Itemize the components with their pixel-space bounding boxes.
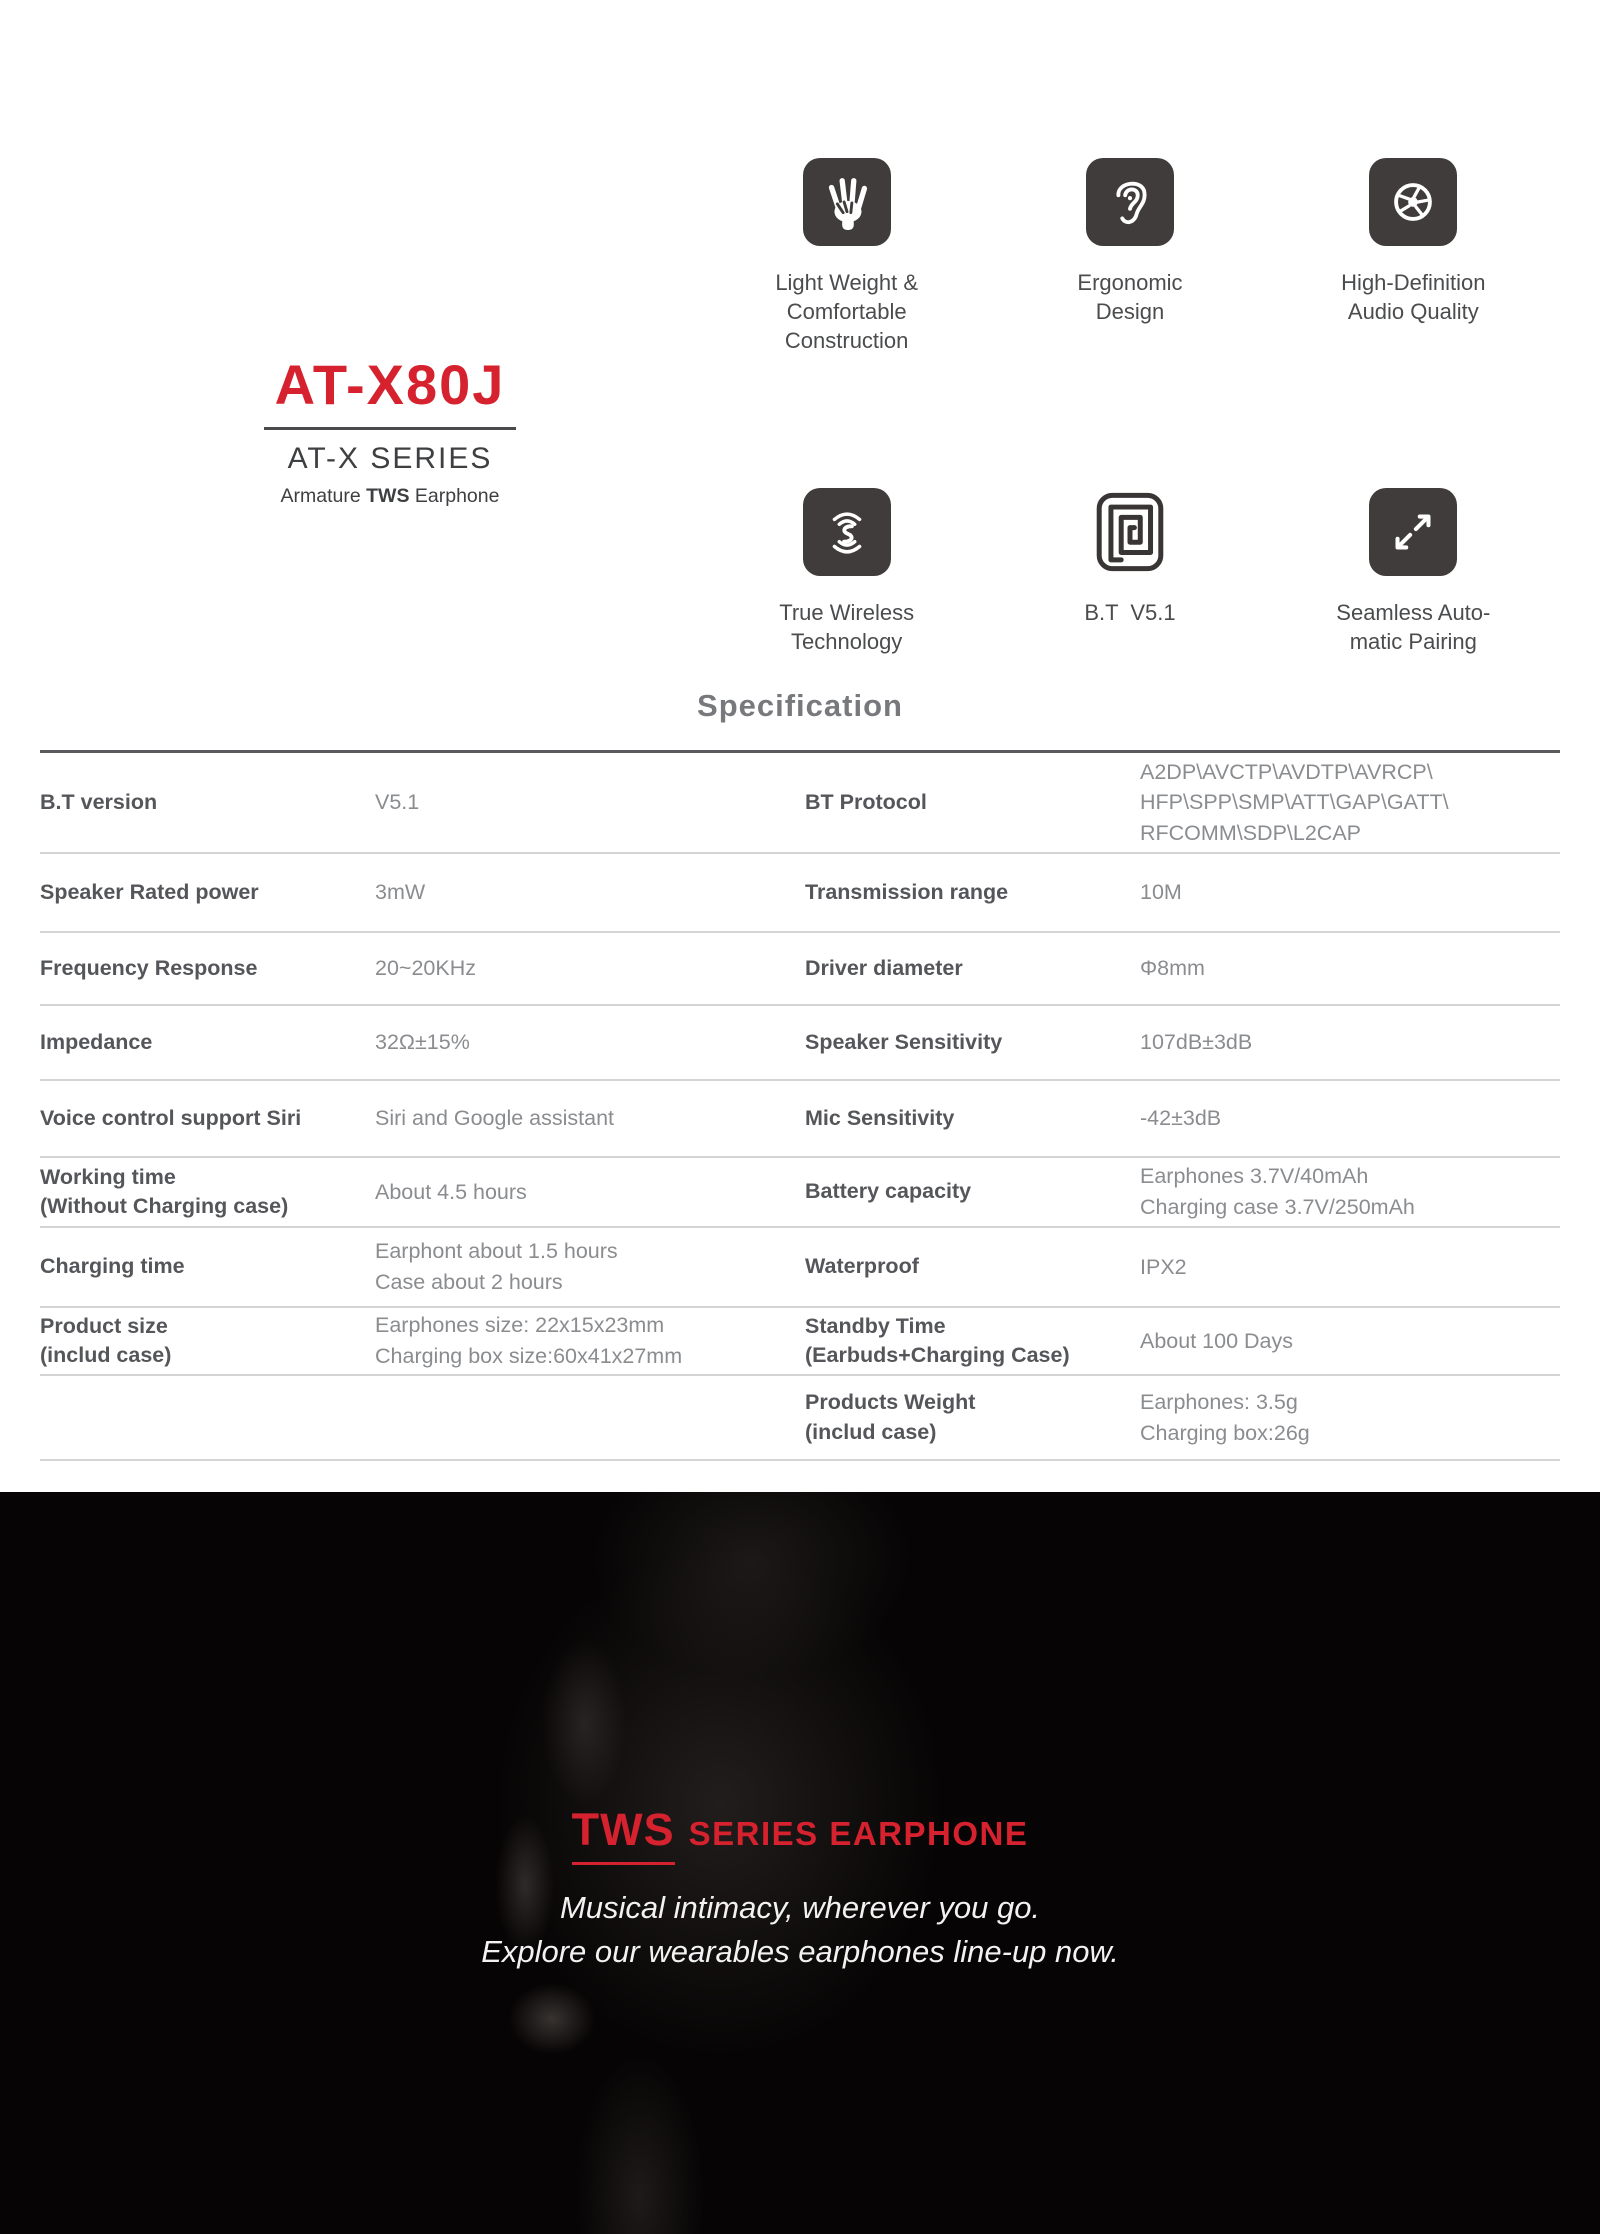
subtitle-suffix: Earphone <box>409 485 500 507</box>
feature-lightweight <box>705 158 988 488</box>
spec-value: About 100 Days <box>1140 1328 1293 1353</box>
table-row <box>40 1158 1560 1228</box>
spec-label: Voice control support Siri <box>40 1105 302 1130</box>
table-row <box>40 1376 1560 1461</box>
feature-ergonomic <box>988 158 1271 488</box>
spec-label: Transmission range <box>805 879 1009 904</box>
spec-value: A2DP\AVCTP\AVDTP\AVRCP\ HFP\SPP\SMP\ATT\GAP\GATT\ RFCOMM\SDP\L2CAP <box>1140 759 1449 845</box>
wireless-signal-icon <box>803 488 891 576</box>
spec-value: 20~20KHz <box>375 956 477 981</box>
feature-label: Ergonomic Design <box>1077 270 1183 325</box>
feature-label: Seamless Auto- matic Pairing <box>1336 600 1491 655</box>
specification-heading: Specification <box>697 688 903 723</box>
spec-label: Speaker Rated power <box>40 879 259 904</box>
spec-value: Earphont about 1.5 hours Case about 2 hours <box>375 1239 618 1294</box>
spec-label: Standby Time (Earbuds+Charging Case) <box>805 1313 1070 1367</box>
spec-value: -42±3dB <box>1140 1106 1222 1131</box>
feature-label: High-Definition Audio Quality <box>1341 270 1486 325</box>
spec-value: 32Ω±15% <box>375 1030 470 1055</box>
subtitle-prefix: Armature <box>280 485 367 507</box>
pairing-arrows-icon <box>1369 488 1457 576</box>
hero-text-block <box>0 1804 1600 1974</box>
feature-label: B.T V5.1 <box>1084 600 1176 625</box>
feature-hd-audio <box>1272 158 1555 488</box>
table-row <box>40 1006 1560 1081</box>
title-divider <box>264 427 516 430</box>
brand-block <box>215 352 565 508</box>
spec-label: Working time (Without Charging case) <box>40 1164 289 1218</box>
hero-title-rest: SERIES EARPHONE <box>688 1815 1029 1852</box>
spec-label: Product size (includ case) <box>40 1313 172 1367</box>
table-row <box>40 1308 1560 1376</box>
feature-grid <box>705 158 1555 656</box>
ear-icon <box>1086 158 1174 246</box>
subtitle-bold: TWS <box>366 485 410 507</box>
spec-label: Impedance <box>40 1029 153 1054</box>
spec-value: Earphones 3.7V/40mAh Charging case 3.7V/250mAh <box>1140 1164 1415 1219</box>
feature-true-wireless <box>705 488 988 656</box>
table-row <box>40 1081 1560 1158</box>
product-model-title: AT-X80J <box>274 353 506 416</box>
feature-label: Light Weight & Comfortable Construction <box>775 270 918 354</box>
hero-tagline <box>0 1886 1600 1974</box>
spec-value: V5.1 <box>375 790 420 815</box>
spec-value: 107dB±3dB <box>1140 1030 1253 1055</box>
spec-label: BT Protocol <box>805 789 927 814</box>
hand-icon <box>803 158 891 246</box>
spec-value: IPX2 <box>1140 1254 1187 1279</box>
feature-label: True Wireless Technology <box>779 600 915 655</box>
speaker-driver-icon <box>1369 158 1457 246</box>
nfc-spiral-icon <box>1086 488 1174 576</box>
tagline-line-2: Explore our wearables earphones line-up now. <box>481 1934 1119 1970</box>
spec-value: Φ8mm <box>1140 956 1205 981</box>
hero-title-highlight: TWS <box>572 1804 675 1865</box>
spec-label: Charging time <box>40 1254 185 1279</box>
spec-value: Earphones: 3.5g Charging box:26g <box>1140 1389 1310 1445</box>
product-subtitle <box>215 485 565 508</box>
spec-value: Earphones size: 22x15x23mm Charging box size:60x41x27mm <box>375 1313 683 1368</box>
feature-bt-version <box>988 488 1271 656</box>
product-series: AT-X SERIES <box>287 442 493 475</box>
spec-label: Frequency Response <box>40 955 258 980</box>
spec-label: Driver diameter <box>805 955 963 980</box>
spec-value: About 4.5 hours <box>375 1179 527 1204</box>
tagline-line-1: Musical intimacy, wherever you go. <box>559 1890 1041 1925</box>
hero-title <box>572 1804 1029 1856</box>
spec-label: Waterproof <box>805 1254 919 1279</box>
spec-value: Siri and Google assistant <box>375 1106 615 1131</box>
spec-value: 3mW <box>375 880 426 905</box>
spec-label: Speaker Sensitivity <box>805 1029 1003 1054</box>
spec-value: 10M <box>1140 880 1182 905</box>
table-row <box>40 1228 1560 1308</box>
table-row <box>40 933 1560 1006</box>
spec-label: Battery capacity <box>805 1179 972 1204</box>
spec-label: Products Weight (includ case) <box>805 1390 976 1444</box>
hero-banner <box>0 1492 1600 2234</box>
spec-label: B.T version <box>40 789 158 814</box>
table-row <box>40 753 1560 854</box>
feature-seamless-pairing <box>1272 488 1555 656</box>
spec-label: Mic Sensitivity <box>805 1105 955 1130</box>
specification-table <box>40 750 1560 1461</box>
table-row <box>40 854 1560 933</box>
